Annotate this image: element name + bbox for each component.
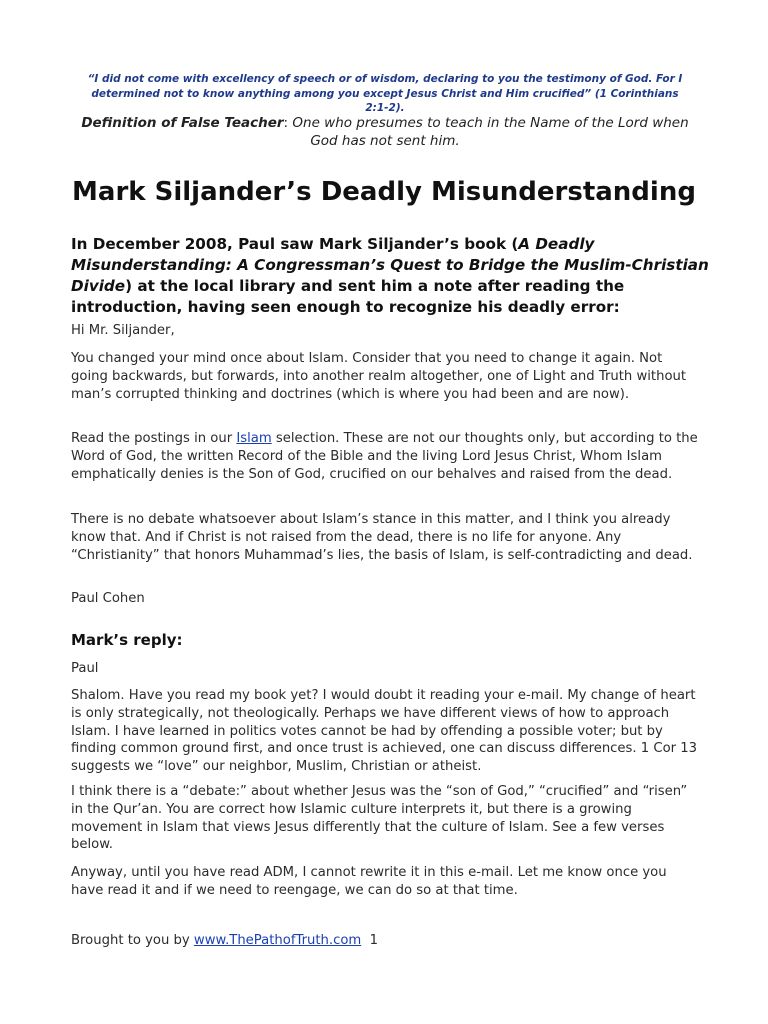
page-title: Mark Siljander’s Deadly Misunderstanding (72, 177, 696, 207)
quote-line-2: determined not to know anything among you except Jesus Christ and Him crucified” (1 Corinthians 2:1-2). (91, 87, 679, 114)
intro-part-1: In December 2008, Paul saw Mark Siljander’s book ( (71, 235, 519, 253)
intro-paragraph (71, 234, 711, 318)
letter-signature: Paul Cohen (71, 591, 145, 606)
letter-paragraph-3-block (71, 511, 701, 564)
footer-text: Brought to you by (71, 933, 194, 948)
footer (71, 933, 378, 948)
quote-line-1: “I did not come with excellency of speech or of wisdom, declaring to you the testimony of God. For I (87, 73, 683, 85)
reply-greeting-block (71, 660, 701, 678)
reply-paragraph-1: Shalom. Have you read my book yet? I would doubt it reading your e-mail. My change of heart is only strategically, not theologically. Perhaps we have different views of how to approach Islam. I have learned in politics votes cannot be had by offending a possible voter; but by finding common ground first, and once trust is achieved, one can discuss differences. 1 Cor 13 suggests we “love” our neighbor, Muslim, Christian or atheist. (71, 688, 698, 775)
reply-paragraph-2-block (71, 783, 701, 854)
definition-text: One who presumes to teach in the Name of the Lord when God has not sent him. (288, 115, 689, 149)
letter-p2-after: selection. These are not our thoughts only, but according to the Word of God, the written Record of the Bible and the living Lord Jesus Christ, Whom Islam emphatically denies is the Son of God, crucified on our behalves and raised from the dead. (71, 431, 698, 482)
signature-block (71, 590, 701, 608)
definition-colon: : (283, 115, 289, 131)
letter-greeting: Hi Mr. Siljander, (71, 323, 175, 338)
book-title: A Deadly Misunderstanding: A Congressman’s Quest to Bridge the Muslim-Christian Divide (71, 235, 709, 295)
letter-greeting-block (71, 322, 701, 340)
reply-heading: Mark’s reply: (71, 631, 183, 649)
letter-p2-before: Read the postings in our (71, 431, 237, 446)
letter-paragraph-2 (71, 430, 701, 483)
letter-paragraph-2-block (71, 430, 701, 483)
reply-paragraph-2: I think there is a “debate:” about whether Jesus was the “son of God,” “crucified” and “risen” in the Qur’an. You are correct how Islamic culture interprets it, but there is a growing movement in Islam that views Jesus differently that the culture of Islam. See a few verses below. (71, 784, 688, 853)
letter-paragraph-3: There is no debate whatsoever about Islam’s stance in this matter, and I think you already know that. And if Christ is not raised from the dead, there is no life for anyone. Any “Christianity” that honors Muhammad’s lies, the basis of Islam, is self-contradicting and dead. (71, 512, 693, 563)
reply-paragraph-3-block (71, 864, 701, 900)
reply-greeting: Paul (71, 661, 99, 676)
definition (74, 115, 696, 150)
islam-link[interactable]: Islam (236, 431, 272, 446)
reply-paragraph-1-block (71, 687, 701, 776)
scripture-quote (80, 72, 690, 116)
reply-paragraph-3: Anyway, until you have read ADM, I cannot rewrite it in this e-mail. Let me know once you have read it and if we need to reengage, we can do so at that time. (71, 865, 667, 898)
letter-paragraph-1-block (71, 350, 701, 403)
letter-paragraph-1: You changed your mind once about Islam. Consider that you need to change it again. Not going backwards, but forwards, into another realm altogether, one of Light and Truth without man’s corrupted thinking and doctrines (which is where you had been and are now). (71, 351, 687, 402)
page-number: 1 (369, 933, 379, 948)
footer-link[interactable]: www.ThePathofTruth.com (193, 933, 362, 948)
definition-label: Definition of False Teacher (81, 115, 284, 131)
intro-part-2: ) at the local library and sent him a note after reading the introduction, having seen enough to recognize his deadly error: (71, 277, 625, 316)
